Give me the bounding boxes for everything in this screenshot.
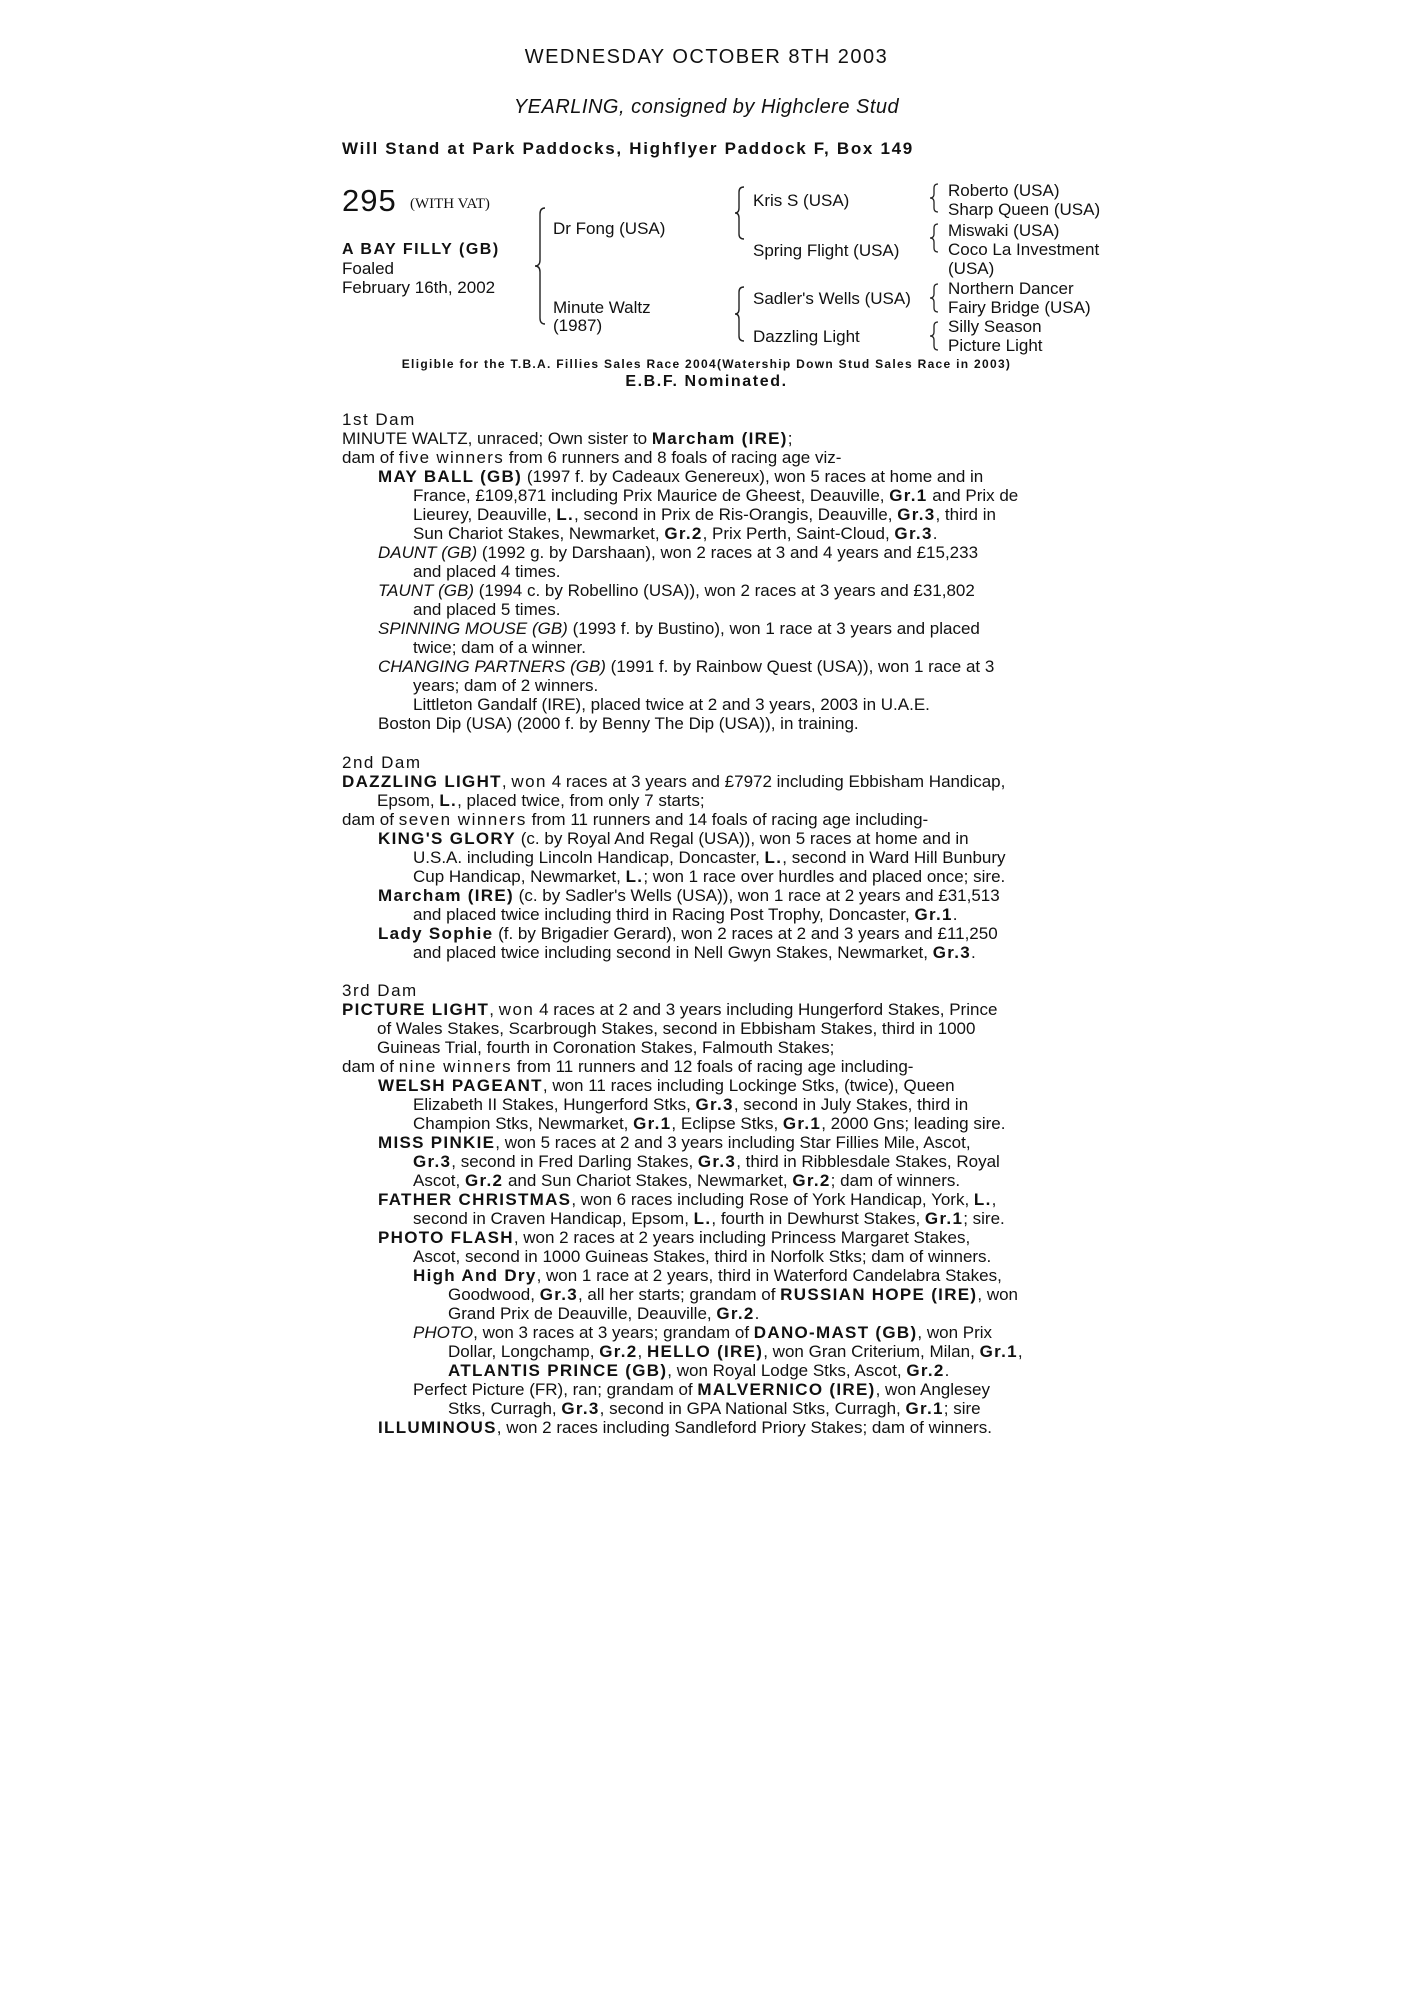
third-dam-line: Guineas Trial, fourth in Coronation Stakes, Falmouth Stakes; — [377, 1038, 835, 1057]
produce-entry: ILLUMINOUS, won 2 races including Sandleford Priory Stakes; dam of winners. — [378, 1418, 992, 1437]
pedigree-brace-g1 — [928, 182, 942, 214]
foaled-label: Foaled — [342, 259, 394, 278]
first-dam-section — [342, 429, 1072, 733]
first-dam-line: dam of five winners from 6 runners and 8 foals of racing age viz- — [342, 448, 842, 467]
produce-entry: MAY BALL (GB) (1997 f. by Cadeaux Genereux), won 5 races at home and in — [378, 467, 984, 486]
produce-entry: ATLANTIS PRINCE (GB), won Royal Lodge Stks, Ascot, Gr.2. — [448, 1361, 950, 1380]
produce-entry: Lady Sophie (f. by Brigadier Gerard), won 2 races at 2 and 3 years and £11,250 — [378, 924, 998, 943]
third-dam-section — [342, 1000, 1072, 1437]
produce-entry: Stks, Curragh, Gr.3, second in GPA National Stks, Curragh, Gr.1; sire — [448, 1399, 981, 1418]
produce-entry: second in Craven Handicap, Epsom, L., fourth in Dewhurst Stakes, Gr.1; sire. — [413, 1209, 1005, 1228]
produce-entry: Goodwood, Gr.3, all her starts; grandam of RUSSIAN HOPE (IRE), won — [448, 1285, 1019, 1304]
produce-entry: Boston Dip (USA) (2000 f. by Benny The Dip (USA)), in training. — [378, 714, 859, 733]
produce-entry: Elizabeth II Stakes, Hungerford Stks, Gr.3, second in July Stakes, third in — [413, 1095, 969, 1114]
first-dam-heading: 1st Dam — [342, 410, 416, 429]
pedigree-dam-year: (1987) — [553, 316, 603, 335]
produce-entry: Perfect Picture (FR), ran; grandam of MALVERNICO (IRE), won Anglesey — [413, 1380, 990, 1399]
produce-entry: France, £109,871 including Prix Maurice de Gheest, Deauville, Gr.1 and Prix de — [413, 486, 1019, 505]
produce-entry: CHANGING PARTNERS (GB) (1991 f. by Rainbow Quest (USA)), won 1 race at 3 — [378, 657, 995, 676]
second-dam-heading: 2nd Dam — [342, 753, 422, 772]
produce-entry: Sun Chariot Stakes, Newmarket, Gr.2, Prix Perth, Saint-Cloud, Gr.3. — [413, 524, 938, 543]
pedigree-g5: Northern Dancer — [948, 279, 1074, 298]
foaled-date: February 16th, 2002 — [342, 278, 496, 297]
pedigree-g1: Roberto (USA) — [948, 181, 1060, 200]
eligibility-note: Eligible for the T.B.A. Fillies Sales Race 2004(Watership Down Stud Sales Race in 2003) — [401, 357, 1012, 371]
produce-entry: FATHER CHRISTMAS, won 6 races including Rose of York Handicap, York, L., — [378, 1190, 997, 1209]
pedigree-brace-g4 — [928, 320, 942, 352]
produce-entry: Dollar, Longchamp, Gr.2, HELLO (IRE), won Gran Criterium, Milan, Gr.1, — [448, 1342, 1023, 1361]
third-dam-heading: 3rd Dam — [342, 981, 418, 1000]
produce-entry: Cup Handicap, Newmarket, L.; won 1 race over hurdles and placed once; sire. — [413, 867, 1006, 886]
pedigree-brace-sire — [733, 185, 749, 241]
produce-entry: years; dam of 2 winners. — [413, 676, 599, 695]
pedigree-dam-dam: Dazzling Light — [753, 327, 860, 346]
produce-entry: Lieurey, Deauville, L., second in Prix de Ris-Orangis, Deauville, Gr.3, third in — [413, 505, 996, 524]
lot-number: 295 — [342, 183, 397, 218]
produce-entry: Littleton Gandalf (IRE), placed twice at 2 and 3 years, 2003 in U.A.E. — [413, 695, 930, 714]
produce-entry: U.S.A. including Lincoln Handicap, Doncaster, L., second in Ward Hill Bunbury — [413, 848, 1006, 867]
ebf-note: E.B.F. Nominated. — [625, 373, 788, 390]
second-dam-line: Epsom, L., placed twice, from only 7 starts; — [377, 791, 705, 810]
produce-entry: High And Dry, won 1 race at 2 years, third in Waterford Candelabra Stakes, — [413, 1266, 1002, 1285]
pedigree-g2: Sharp Queen (USA) — [948, 200, 1101, 219]
pedigree-g4: Coco La Investment — [948, 240, 1100, 259]
pedigree-g6: Fairy Bridge (USA) — [948, 298, 1091, 317]
lot-description: A BAY FILLY (GB) — [342, 241, 500, 258]
produce-entry: TAUNT (GB) (1994 c. by Robellino (USA)), won 2 races at 3 years and £31,802 — [378, 581, 975, 600]
second-dam-section — [342, 772, 1072, 962]
produce-entry: Grand Prix de Deauville, Deauville, Gr.2. — [448, 1304, 760, 1323]
pedigree-brace-dam — [733, 285, 749, 343]
third-dam-line: dam of nine winners from 11 runners and 12 foals of racing age including- — [342, 1057, 914, 1076]
third-dam-line: of Wales Stakes, Scarbrough Stakes, second in Ebbisham Stakes, third in 1000 — [377, 1019, 976, 1038]
third-dam-line: PICTURE LIGHT, won 4 races at 2 and 3 years including Hungerford Stakes, Prince — [342, 1000, 998, 1019]
first-dam-line: MINUTE WALTZ, unraced; Own sister to Marcham (IRE); — [342, 429, 793, 448]
consignor-line: YEARLING, consigned by Highclere Stud — [513, 96, 900, 118]
produce-entry: Ascot, Gr.2 and Sun Chariot Stakes, Newmarket, Gr.2; dam of winners. — [413, 1171, 961, 1190]
produce-entry: and placed twice including second in Nell Gwyn Stakes, Newmarket, Gr.3. — [413, 943, 976, 962]
location-line: Will Stand at Park Paddocks, Highflyer Paddock F, Box 149 — [342, 139, 914, 158]
vat-note: (WITH VAT) — [410, 196, 490, 212]
produce-entry: WELSH PAGEANT, won 11 races including Lockinge Stks, (twice), Queen — [378, 1076, 955, 1095]
pedigree-sire-dam: Spring Flight (USA) — [753, 241, 900, 260]
produce-entry: Marcham (IRE) (c. by Sadler's Wells (USA)), won 1 race at 2 years and £31,513 — [378, 886, 1000, 905]
pedigree-brace-main — [533, 206, 553, 326]
pedigree-brace-g3 — [928, 282, 942, 314]
pedigree-g8: Picture Light — [948, 336, 1043, 355]
produce-entry: Champion Stks, Newmarket, Gr.1, Eclipse Stks, Gr.1, 2000 Gns; leading sire. — [413, 1114, 1006, 1133]
pedigree-dam: Minute Waltz — [553, 298, 651, 317]
produce-entry: Gr.3, second in Fred Darling Stakes, Gr.3, third in Ribblesdale Stakes, Royal — [413, 1152, 1000, 1171]
pedigree-sire: Dr Fong (USA) — [553, 219, 666, 238]
pedigree-sire-sire: Kris S (USA) — [753, 191, 850, 210]
pedigree-g4-country: (USA) — [948, 259, 995, 278]
produce-entry: and placed 4 times. — [413, 562, 561, 581]
produce-entry: and placed 5 times. — [413, 600, 561, 619]
produce-entry: Ascot, second in 1000 Guineas Stakes, third in Norfolk Stks; dam of winners. — [413, 1247, 992, 1266]
produce-entry: DAUNT (GB) (1992 g. by Darshaan), won 2 races at 3 and 4 years and £15,233 — [378, 543, 979, 562]
second-dam-line: DAZZLING LIGHT, won 4 races at 3 years and £7972 including Ebbisham Handicap, — [342, 772, 1006, 791]
produce-entry: PHOTO FLASH, won 2 races at 2 years including Princess Margaret Stakes, — [378, 1228, 971, 1247]
produce-entry: twice; dam of a winner. — [413, 638, 586, 657]
pedigree-g7: Silly Season — [948, 317, 1042, 336]
pedigree-brace-g2 — [928, 222, 942, 254]
sale-date: WEDNESDAY OCTOBER 8TH 2003 — [524, 46, 889, 68]
produce-entry: MISS PINKIE, won 5 races at 2 and 3 years including Star Fillies Mile, Ascot, — [378, 1133, 971, 1152]
produce-entry: KING'S GLORY (c. by Royal And Regal (USA)), won 5 races at home and in — [378, 829, 969, 848]
produce-entry: PHOTO, won 3 races at 3 years; grandam of DANO-MAST (GB), won Prix — [413, 1323, 993, 1342]
produce-entry: and placed twice including third in Racing Post Trophy, Doncaster, Gr.1. — [413, 905, 958, 924]
pedigree-g3: Miswaki (USA) — [948, 221, 1060, 240]
produce-entry: SPINNING MOUSE (GB) (1993 f. by Bustino), won 1 race at 3 years and placed — [378, 619, 980, 638]
second-dam-line: dam of seven winners from 11 runners and 14 foals of racing age including- — [342, 810, 929, 829]
pedigree-dam-sire: Sadler's Wells (USA) — [753, 289, 911, 308]
